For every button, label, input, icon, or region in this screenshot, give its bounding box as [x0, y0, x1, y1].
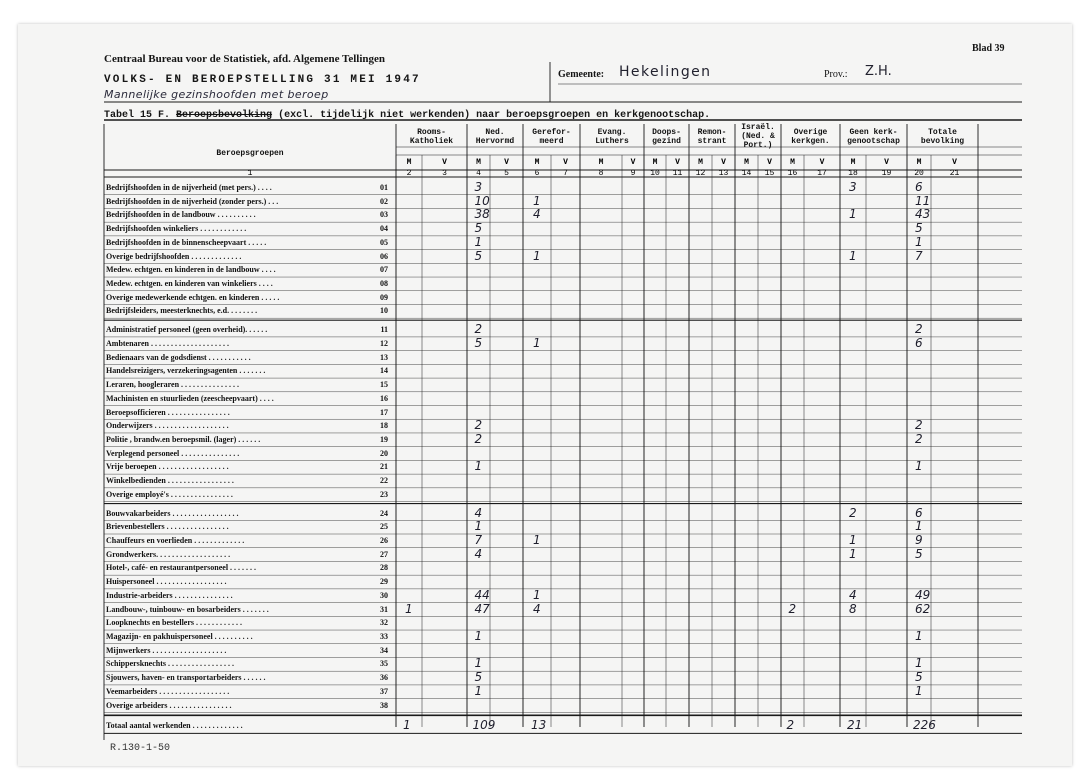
cell-value: 62 — [915, 601, 931, 616]
row-label: Vrije beroepen . . . . . . . . . . . . . . . . . . — [106, 462, 229, 472]
row-label: Hotel-, café- en restaurantpersoneel . . . . . . . — [106, 563, 257, 573]
cell-value: 11 — [915, 193, 931, 208]
row-number: 13 — [380, 352, 388, 362]
column-number: 1 — [247, 169, 253, 178]
column-number: 15 — [764, 169, 775, 178]
row-number: 29 — [380, 577, 388, 587]
male-subheader: M — [744, 158, 749, 167]
cell-value: 49 — [915, 587, 931, 602]
cell-value: 5 — [474, 221, 483, 236]
row-header-label: Beroepsgroepen — [216, 149, 284, 158]
cell-value: 5 — [474, 335, 483, 350]
total-value: 226 — [913, 718, 936, 733]
row-label: Administratief personeel (geen overheid). . . . . . — [106, 325, 268, 335]
row-label: Landbouw-, tuinbouw- en bosarbeiders . . . . . . . — [106, 604, 269, 614]
row-number: 23 — [380, 489, 388, 499]
male-subheader: M — [652, 158, 658, 167]
cell-value: 1 — [849, 207, 857, 222]
cell-value: 1 — [849, 248, 857, 263]
male-subheader: M — [406, 158, 412, 167]
column-number: 8 — [598, 169, 604, 178]
row-number: 32 — [380, 618, 388, 628]
group-header: Totale bevolking — [920, 128, 965, 146]
cell-value: 2 — [474, 322, 483, 337]
cell-value: 5 — [915, 546, 923, 561]
column-number: 11 — [672, 169, 683, 178]
column-number: 14 — [741, 169, 752, 178]
cell-value: 5 — [915, 670, 923, 685]
row-label: Bedrijfshoofden in de landbouw . . . . . . . . . . — [106, 210, 256, 220]
row-number: 17 — [380, 407, 388, 417]
row-label: Industrie-arbeiders . . . . . . . . . . . . . . . — [106, 590, 233, 600]
row-number: 25 — [380, 522, 388, 532]
cell-value: 5 — [474, 670, 483, 685]
row-label: Bedienaars van de godsdienst . . . . . . . . . . . — [106, 352, 251, 362]
row-label: Bedrijfsleiders, meesterknechts, e.d. . . . . . . . — [106, 306, 258, 316]
cell-value: 2 — [915, 431, 923, 446]
column-number: 19 — [881, 169, 892, 178]
cell-value: 1 — [533, 193, 541, 208]
row-label: Ambtenaren . . . . . . . . . . . . . . . . . . . . — [106, 338, 229, 348]
group-header: Evang. Luthers — [595, 128, 629, 146]
row-number: 02 — [380, 196, 388, 206]
table-caption-rest: (excl. tijdelijk niet werkenden) naar beroepsgroepen en kerkgenootschap. — [278, 110, 711, 121]
female-subheader: V — [884, 158, 889, 167]
cell-value: 4 — [533, 601, 541, 616]
total-value: 13 — [531, 718, 547, 733]
province-label: Prov.: — [824, 69, 848, 80]
group-header: Israël. (Ned. & Port.) — [741, 123, 775, 150]
row-number: 06 — [380, 251, 388, 261]
row-number: 18 — [380, 421, 388, 431]
cell-value: 2 — [915, 418, 923, 433]
row-number: 36 — [380, 673, 388, 683]
column-number: 5 — [504, 169, 509, 178]
male-subheader: M — [850, 158, 856, 167]
row-number: 35 — [380, 659, 388, 669]
cell-value: 6 — [915, 505, 923, 520]
row-label: Politie , brandw.en beroepsmil. (lager) . . . . . . — [106, 434, 261, 444]
row-number: 21 — [380, 462, 388, 472]
table-struck-word: Beroepsbevolking — [176, 110, 273, 121]
row-number: 08 — [380, 279, 388, 289]
cell-value: 6 — [915, 180, 923, 194]
gemeente-value: Hekelingen — [619, 64, 712, 80]
row-number: 31 — [380, 604, 388, 614]
cell-value: 1 — [474, 629, 483, 644]
male-subheader: M — [598, 158, 604, 167]
female-subheader: V — [675, 158, 680, 167]
row-label: Bouwvakarbeiders . . . . . . . . . . . . . . . . . — [106, 508, 239, 518]
row-label: Verplegend personeel . . . . . . . . . . . . . . . — [106, 448, 240, 458]
male-subheader: M — [534, 158, 540, 167]
column-number: 10 — [650, 169, 660, 178]
cell-value: 4 — [849, 587, 857, 602]
total-value: 2 — [786, 718, 795, 733]
row-number: 19 — [380, 434, 388, 444]
cell-value: 43 — [915, 207, 931, 222]
group-header: Rooms- Katholiek — [409, 128, 454, 146]
row-number: 22 — [380, 476, 388, 486]
row-number: 38 — [380, 700, 388, 710]
female-subheader: V — [721, 158, 726, 167]
sheet-number: Blad 39 — [972, 43, 1005, 54]
cell-value: 1 — [533, 587, 541, 602]
organisation-header: Centraal Bureau voor de Statistiek, afd. Algemene Tellingen — [104, 53, 386, 65]
row-label: Medew. echtgen. en kinderen van winkeliers . . . . — [106, 279, 273, 289]
row-label: Veemarbeiders . . . . . . . . . . . . . . . . . . — [106, 686, 230, 696]
table-prefix: Tabel 15 F. — [104, 110, 171, 121]
cell-value: 1 — [533, 248, 541, 263]
cell-value: 7 — [474, 533, 483, 547]
cell-value: 5 — [474, 248, 483, 263]
handwritten-subtitle: Mannelijke gezinshoofden met beroep — [104, 88, 329, 101]
column-number: 17 — [817, 169, 827, 178]
cell-value: 1 — [474, 234, 483, 249]
row-label: Mijnwerkers . . . . . . . . . . . . . . . . . . . — [106, 645, 227, 655]
column-number: 2 — [406, 169, 412, 178]
cell-value: 1 — [405, 601, 413, 616]
row-number: 01 — [380, 183, 388, 192]
female-subheader: V — [767, 158, 772, 167]
row-label: Sjouwers, haven- en transportarbeiders . . . . . . — [106, 673, 266, 683]
row-number: 27 — [380, 549, 388, 559]
cell-value: 3 — [849, 180, 857, 194]
cell-value: 1 — [915, 519, 923, 534]
cell-value: 3 — [474, 180, 483, 194]
row-number: 04 — [380, 224, 388, 234]
cell-value: 2 — [849, 505, 857, 520]
row-label: Overige medewerkende echtgen. en kinderen . . . . . — [106, 292, 280, 302]
row-label: Magazijn- en pakhuispersoneel . . . . . . . . . . — [106, 632, 253, 642]
cell-value: 1 — [915, 683, 923, 698]
column-number: 6 — [534, 169, 540, 178]
total-label: Totaal aantal werkenden . . . . . . . . . . . . . — [106, 721, 243, 731]
row-label: Leraren, hoogleraren . . . . . . . . . . . . . . . — [106, 380, 240, 390]
row-label: Medew. echtgen. en kinderen in de landbouw . . . . — [106, 265, 276, 275]
row-label: Overige arbeiders . . . . . . . . . . . . . . . . — [106, 700, 232, 710]
cell-value: 1 — [915, 234, 923, 249]
column-number: 4 — [476, 169, 481, 178]
group-header: Doops- gezind — [652, 128, 681, 146]
cell-value: 1 — [474, 683, 483, 698]
row-number: 11 — [380, 325, 388, 335]
gemeente-label: Gemeente: — [558, 69, 605, 80]
row-label: Machinisten en stuurlieden (zeescheepvaart) . . . . — [106, 393, 274, 403]
female-subheader: V — [504, 158, 509, 167]
female-subheader: V — [952, 158, 957, 167]
row-number: 16 — [380, 393, 388, 403]
cell-value: 6 — [915, 335, 923, 350]
row-label: Onderwijzers . . . . . . . . . . . . . . . . . . . — [106, 421, 229, 431]
row-label: Beroepsofficieren . . . . . . . . . . . . . . . . — [106, 407, 230, 417]
group-header: Geen kerk- genootschap — [847, 128, 900, 146]
row-number: 24 — [380, 508, 388, 518]
row-label: Overige bedrijfshoofden . . . . . . . . . . . . . — [106, 251, 242, 261]
cell-value: 1 — [915, 629, 923, 644]
row-number: 03 — [380, 210, 388, 220]
cell-value: 4 — [533, 207, 541, 222]
row-number: 20 — [380, 448, 388, 458]
table-caption — [104, 110, 710, 121]
row-number: 37 — [380, 686, 388, 696]
row-number: 15 — [380, 380, 388, 390]
cell-value: 8 — [849, 601, 857, 616]
row-number: 12 — [380, 338, 388, 348]
row-label: Winkelbedienden . . . . . . . . . . . . . . . . . — [106, 476, 234, 486]
group-header: Remon- strant — [697, 128, 727, 146]
cell-value: 1 — [474, 519, 483, 534]
column-number: 13 — [718, 169, 729, 178]
male-subheader: M — [698, 158, 703, 167]
row-number: 30 — [380, 590, 388, 600]
male-subheader: M — [476, 158, 481, 167]
cell-value: 1 — [533, 533, 541, 547]
column-number: 12 — [695, 169, 706, 178]
cell-value: 1 — [474, 459, 483, 474]
column-number: 18 — [848, 169, 858, 178]
row-label: Grondwerkers. . . . . . . . . . . . . . . . . . . — [106, 549, 231, 559]
female-subheader: V — [819, 158, 825, 167]
cell-value: 9 — [915, 533, 923, 547]
province-value: Z.H. — [865, 64, 892, 79]
row-label: Schippersknechts . . . . . . . . . . . . . . . . . — [106, 659, 235, 669]
form-title: VOLKS- EN BEROEPSTELLING 31 MEI 1947 — [104, 74, 421, 86]
cell-value: 4 — [474, 546, 483, 561]
row-number: 26 — [380, 536, 388, 545]
row-label: Bedrijfshoofden in de nijverheid (met pers.) . . . . — [106, 183, 272, 192]
female-subheader: V — [442, 158, 447, 167]
row-label: Huispersoneel . . . . . . . . . . . . . . . . . . — [106, 577, 227, 587]
row-number: 07 — [380, 265, 388, 275]
male-subheader: M — [790, 158, 795, 167]
cell-value: 1 — [849, 533, 857, 547]
row-number: 28 — [380, 563, 388, 573]
cell-value: 2 — [915, 322, 923, 337]
cell-value: 2 — [788, 601, 797, 616]
cell-value: 1 — [849, 546, 857, 561]
female-subheader: V — [563, 158, 568, 167]
cell-value: 1 — [533, 335, 541, 350]
row-label: Bedrijfshoofden in de binnenscheepvaart . . . . . — [106, 237, 267, 247]
cell-value: 2 — [474, 418, 483, 433]
column-number: 9 — [630, 169, 636, 178]
row-number: 33 — [380, 632, 388, 642]
female-subheader: V — [630, 158, 636, 167]
row-label: Brievenbestellers . . . . . . . . . . . . . . . . — [106, 522, 229, 532]
column-number: 7 — [563, 169, 568, 178]
cell-value: 2 — [474, 431, 483, 446]
cell-value: 5 — [915, 221, 923, 236]
cell-value: 10 — [474, 193, 490, 208]
form-code: R.130-1-50 — [110, 743, 171, 754]
column-number: 20 — [914, 169, 924, 178]
cell-value: 38 — [474, 207, 490, 222]
cell-value: 44 — [474, 587, 490, 602]
row-label: Bedrijfshoofden winkeliers . . . . . . . . . . . . — [106, 224, 247, 234]
row-number: 05 — [380, 237, 388, 247]
total-value: 109 — [472, 718, 496, 733]
group-header: Ned. Hervormd — [475, 128, 515, 146]
cell-value: 1 — [915, 459, 923, 474]
row-number: 09 — [380, 292, 388, 302]
column-number: 3 — [442, 169, 447, 178]
cell-value: 47 — [474, 601, 490, 616]
row-label: Loopknechts en bestellers . . . . . . . . . . . . — [106, 618, 242, 628]
row-label: Overige employé's . . . . . . . . . . . . . . . . — [106, 489, 233, 499]
total-value: 21 — [847, 718, 863, 733]
row-number: 14 — [380, 366, 388, 376]
male-subheader: M — [916, 158, 922, 167]
cell-value: 1 — [915, 656, 923, 671]
cell-value: 7 — [915, 248, 923, 263]
column-number: 16 — [787, 169, 798, 178]
group-header: Overige kerkgen. — [791, 128, 830, 146]
column-number: 21 — [949, 169, 960, 178]
row-label: Handelsreizigers, verzekeringsagenten . . . . . . . — [106, 366, 266, 376]
row-number: 10 — [380, 306, 388, 316]
group-header: Gerefor- meerd — [532, 128, 571, 146]
row-label: Chauffeurs en voerlieden . . . . . . . . . . . . . — [106, 536, 245, 545]
cell-value: 1 — [474, 656, 483, 671]
total-value: 1 — [403, 718, 411, 733]
cell-value: 4 — [474, 505, 483, 520]
row-number: 34 — [380, 645, 388, 655]
row-label: Bedrijfshoofden in de nijverheid (zonder pers.) . . . — [106, 196, 279, 206]
